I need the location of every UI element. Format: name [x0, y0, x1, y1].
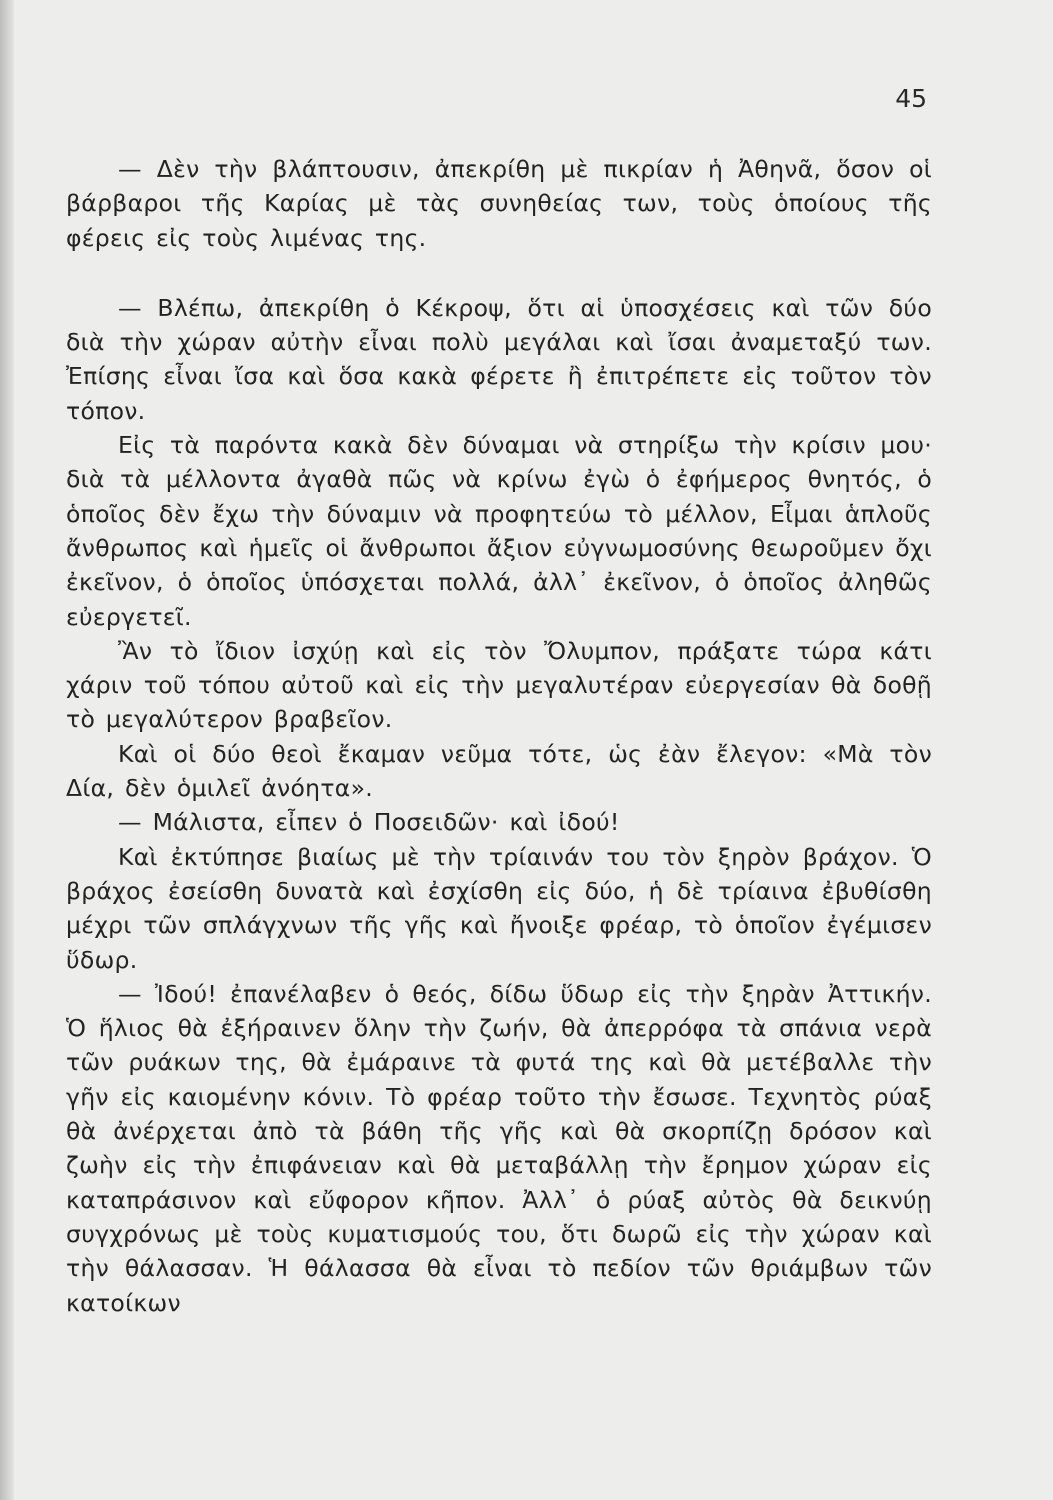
- paragraph: — Ἰδού! ἐπανέλαβεν ὁ θεός, δίδω ὕδωρ εἰς τὴν ξηρὰν Ἀττικήν. Ὁ ἥλιος θὰ ἐξήραινεν ὅλην τὴν ζωήν, θὰ ἀπερρόφα τὰ σπάνια νερὰ τῶν ρυάκων της, θὰ ἐμάραινε τὰ φυτά της καὶ θὰ μετέβαλλε τὴν γῆν εἰς καιομένην κόνιν. Τὸ φρέαρ τοῦτο τὴν ἔσωσε. Τεχνητὸς ρύαξ θὰ ἀνέρχεται ἀπὸ τὰ βάθη τῆς γῆς καὶ θὰ σκορπίζῃ δρόσον καὶ ζωὴν εἰς τὴν ἐπιφάνειαν καὶ θὰ μεταβάλλῃ τὴν ἔρημον χώραν εἰς καταπράσινον καὶ εὔφορον κῆπον. Ἀλλ᾽ ὁ ρύαξ αὐτὸς θὰ δεικνύῃ συγχρόνως μὲ τοὺς κυματισμούς του, ὅτι δωρῶ εἰς τὴν χώραν καὶ τὴν θάλασσαν. Ἡ θάλασσα θὰ εἶναι τὸ πεδίον τῶν θριάμβων τῶν κατοίκων: [66, 979, 932, 1317]
- paragraph: — Μάλιστα, εἶπεν ὁ Ποσειδῶν· καὶ ἰδού!: [118, 808, 620, 837]
- paragraph: Εἰς τὰ παρόντα κακὰ δὲν δύναμαι νὰ στηρίξω τὴν κρίσιν μου· διὰ τὰ μέλλοντα ἀγαθὰ πῶς νὰ κρίνω ἐγὼ ὁ ἐφήμερος θνητός, ὁ ὁποῖος δὲν ἔχω τὴν δύναμιν νὰ προφητεύω τὸ μέλλον, Εἶμαι ἁπλοῦς ἄνθρωπος καὶ ἡμεῖς οἱ ἄνθρωποι ἄξιον εὐγνωμοσύνης θεωροῦμεν ὄχι ἐκεῖνον, ὁ ὁποῖος ὑπόσχεται πολλά, ἀλλ᾽ ἐκεῖνον, ὁ ὁποῖος ἀληθῶς εὐεργετεῖ.: [66, 431, 932, 631]
- paragraph: — Δὲν τὴν βλάπτουσιν, ἀπεκρίθη μὲ πικρίαν ἡ Ἀθηνᾶ, ὅσον οἱ βάρβαροι τῆς Καρίας μὲ τὰς συνηθείας των, τοὺς ὁποίους τῆς φέρεις εἰς τοὺς λιμένας της.: [66, 155, 932, 252]
- paragraph: — Βλέπω, ἀπεκρίθη ὁ Κέκροψ, ὅτι αἱ ὑποσχέσεις καὶ τῶν δύο διὰ τὴν χώραν αὐτὴν εἶναι πολὺ μεγάλαι καὶ ἴσαι ἀναμεταξύ των. Ἐπίσης εἶναι ἴσα καὶ ὅσα κακὰ φέρετε ἢ ἐπιτρέπετε εἰς τοῦτον τὸν τόπον.: [66, 293, 932, 425]
- paragraph: Ἂν τὸ ἴδιον ἰσχύῃ καὶ εἰς τὸν Ὄλυμπον, πράξατε τώρα κάτι χάριν τοῦ τόπου αὐτοῦ καὶ εἰς τὴν μεγαλυτέραν εὐεργεσίαν θὰ δοθῇ τὸ μεγαλύτερον βραβεῖον.: [66, 636, 932, 734]
- body-text: [66, 152, 932, 1320]
- page-spine-shadow: [0, 0, 14, 1500]
- paragraph: Καὶ ἐκτύπησε βιαίως μὲ τὴν τρίαινάν του τὸν ξηρὸν βράχον. Ὁ βράχος ἐσείσθη δυνατὰ καὶ ἐσχίσθη εἰς δύο, ἡ δὲ τρίαινα ἐβυθίσθη μέχρι τῶν σπλάγχνων τῆς γῆς καὶ ἤνοιξε φρέαρ, τὸ ὁποῖον ἐγέμισεν ὕδωρ.: [66, 842, 932, 974]
- paragraph: Καὶ οἱ δύο θεοὶ ἔκαμαν νεῦμα τότε, ὡς ἐὰν ἔλεγον: «Μὰ τὸν Δία, δὲν ὁμιλεῖ ἀνόητα».: [66, 739, 932, 803]
- page-number: 45: [895, 84, 927, 113]
